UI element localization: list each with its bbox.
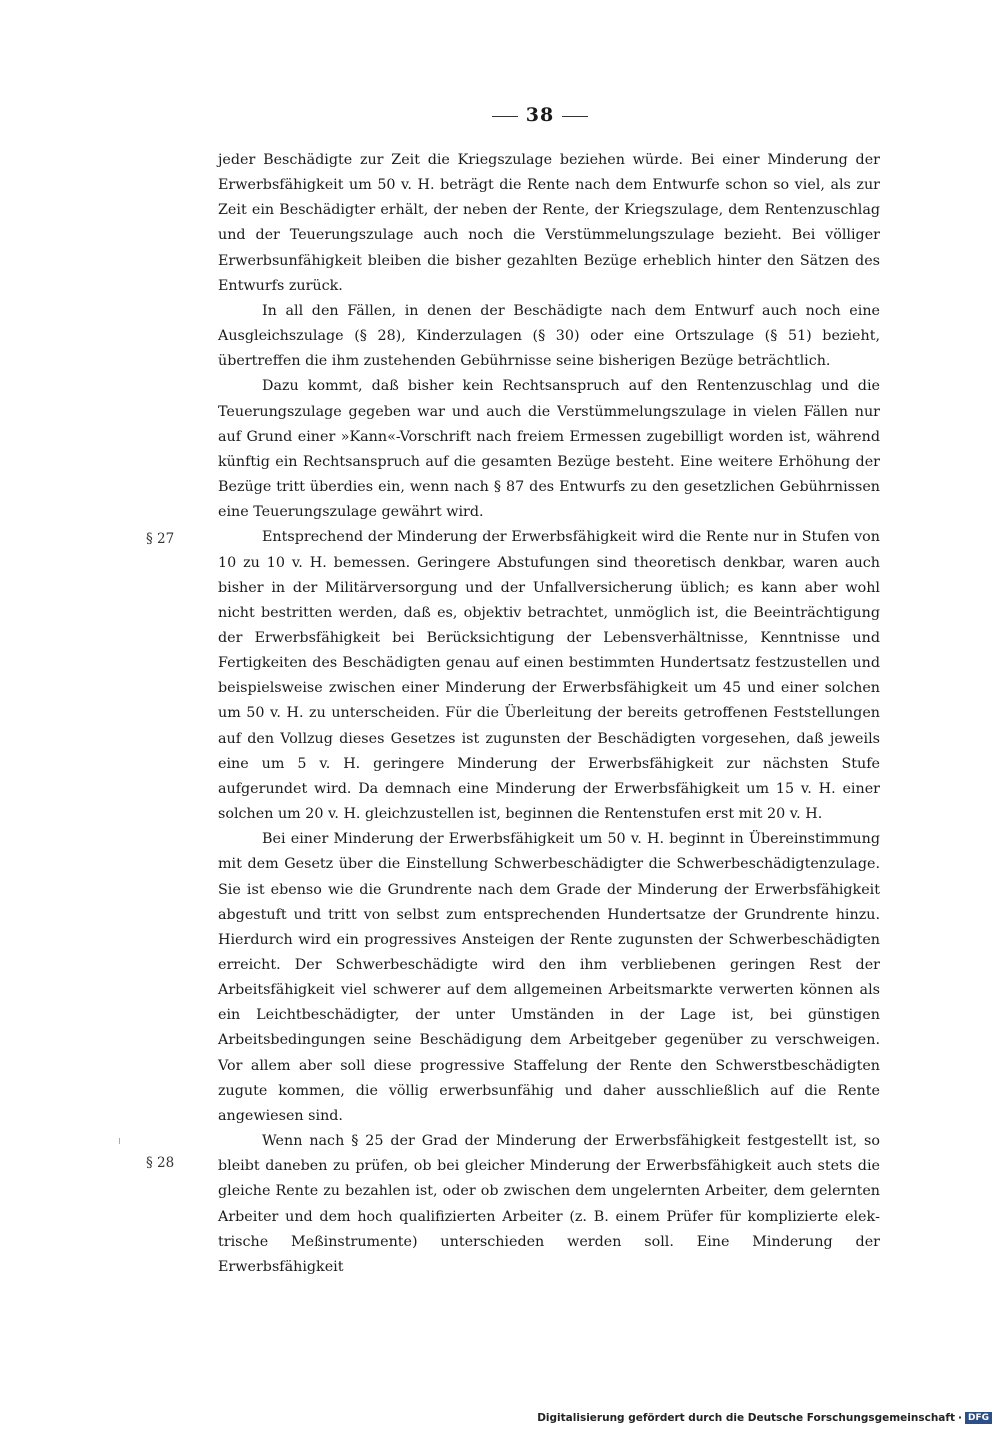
margin-note-section-27: § 27 — [146, 531, 175, 547]
dash-left — [492, 116, 518, 117]
footer-separator: · — [957, 1412, 962, 1424]
body-text — [218, 148, 880, 1280]
paragraph-section-27: Entsprechend der Minderung der Erwerbsfähigkeit wird die Rente nur in Stufen von 10 zu 10 v. H. bemessen. Geringere Abstufungen sind theoretisch denkbar, waren auch bisher in der Militärversorgung und der Unfallversicherung üblich; es kann aber wohl nicht bestritten werden, daß es, objektiv betrachtet, unmöglich ist, die Beeinträchtigung der Erwerbsfähigkeit bei Berücksichtigung der Lebensverhältnisse, Kenntnisse und Fertigkeiten des Beschädigten genau auf einen bestimmten Hundertsatz festzustellen und beispielsweise zwischen einer Minderung der Erwerbsfähigkeit um 45 und einer solchen um 50 v. H. zu unterscheiden. Für die Überleitung der bereits getroffenen Feststellungen auf den Vollzug dieses Gesetzes ist zugunsten der Beschädigten vorgesehen, daß jeweils eine um 5 v. H. geringere Minderung der Erwerbsfähigkeit zur nächsten Stufe aufgerundet wird. Da demnach eine Minderung der Erwerbsfähigkeit um 15 v. H. einer solchen um 20 v. H. gleichzustellen ist, beginnen die Rentenstufen erst mit 20 v. H. — [218, 529, 880, 823]
paragraph-continuation: jeder Beschädigte zur Zeit die Kriegszulage beziehen würde. Bei einer Minderung der Erwerbsfähigkeit um 50 v. H. beträgt die Rente nach dem Entwurfe schon so viel, als zur Zeit ein Beschädigter erhält, der neben der Rente, der Kriegszulage, dem Rentenzuschlag und der Teuerungszulage auch noch die Verstümmelungszulage bezieht. Bei völliger Erwerbsunfähigkeit bleiben die bisher gezahlten Bezüge erheblich hinter den Sätzen des Entwurfs zurück. — [218, 152, 880, 294]
paragraph-ausgleichszulage: In all den Fällen, in denen der Beschädigte nach dem Entwurf auch noch eine Ausgleichszulage (§ 28), Kinderzulagen (§ 30) oder eine Ortszulage (§ 51) bezieht, übertreffen die ihm zustehenden Gebührnisse seine bisherigen Bezüge beträchtlich. — [218, 302, 880, 370]
page-number: 38 — [0, 104, 1000, 126]
footer-credit — [537, 1412, 992, 1424]
margin-note-section-28: § 28 — [146, 1155, 175, 1171]
dash-right — [562, 116, 588, 117]
paragraph-schwerbeschaedigtenzulage: Bei einer Minderung der Erwerbsfähigkeit um 50 v. H. beginnt in Übereinstimmung mit dem Gesetz über die Einstellung Schwerbeschädigter die Schwerbeschädigtenzulage. Sie ist ebenso wie die Grundrente nach dem Grade der Minderung der Erwerbsfähigkeit abgestuft und tritt von selbst zum entsprechenden Hundertsatze der Grundrente hinzu. Hierdurch wird ein progressives Ansteigen der Rente zugunsten der Schwerbeschädigten erreicht. Der Schwerbeschädigte wird den ihm verbliebenen geringen Rest der Arbeitsfähigkeit viel schwerer auf dem allgemeinen Arbeitsmarkte verwerten können als ein Leichtbeschädigter, der unter Umständen in der Lage ist, bei günstigen Arbeitsbedingungen seine Beschädigung dem Arbeitgeber gegenüber zu verschweigen. Vor allem aber soll diese progressive Staffelung der Rente den Schwerstbeschädigten zugute kommen, die völlig erwerbsunfähig und daher ausschließlich auf die Rente angewiesen sind. — [218, 831, 880, 1124]
paragraph-section-28: Wenn nach § 25 der Grad der Minderung der Erwerbsfähigkeit festgestellt ist, so bleibt daneben zu prüfen, ob bei gleicher Minderung der Erwerbsfähigkeit auch stets die gleiche Rente zu bezahlen ist, oder ob zwischen dem ungelernten Arbeiter, dem gelernten Arbeiter und dem hoch qualifizierten Arbeiter (z. B. einem Prüfer für komplizierte elektrische Meßinstrumente) unterschieden werden soll. Eine Minderung der Erwerbsfähigkeit — [218, 1133, 880, 1275]
footer-text: Digitalisierung gefördert durch die Deutsche Forschungsgemeinschaft — [537, 1412, 955, 1424]
paragraph-rechtsanspruch: Dazu kommt, daß bisher kein Rechtsanspruch auf den Rentenzuschlag und die Teuerungszulage gegeben war und auch die Verstümmelungszulage in vielen Fällen nur auf Grund einer »Kann«-Vorschrift nach freiem Ermessen zugebilligt worden ist, während künftig ein Rechtsanspruch auf die gesamten Bezüge besteht. Eine weitere Erhöhung der Bezüge tritt überdies ein, wenn nach § 87 des Entwurfs zu den gesetzlichen Gebührnissen eine Teuerungszulage gewährt wird. — [218, 378, 880, 521]
dfg-logo: DFG — [965, 1412, 992, 1424]
scan-mark — [119, 1138, 120, 1144]
